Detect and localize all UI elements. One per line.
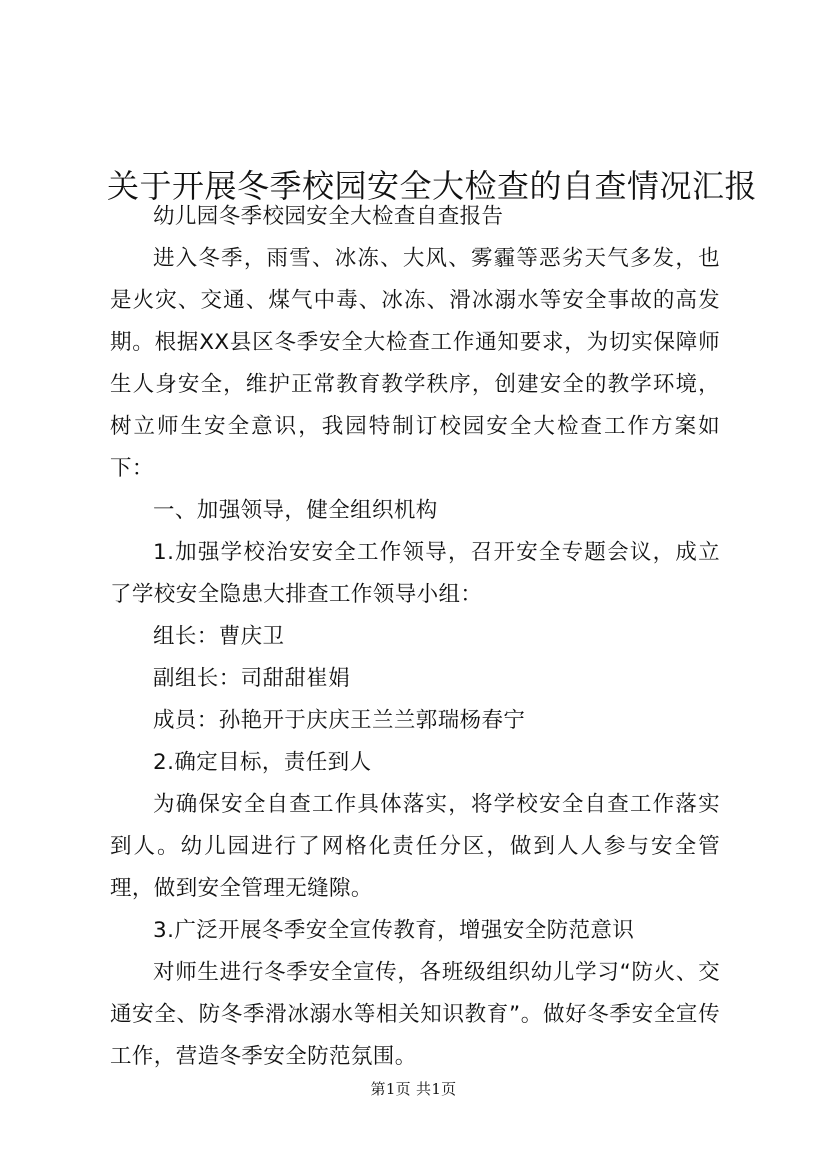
page-footer: 第1页 共1页 — [370, 1080, 457, 1098]
paragraph-1-2-heading: 2.确定目标，责任到人 — [153, 750, 372, 775]
document-body — [110, 196, 720, 1078]
paragraph-1-1: 1.加强学校治安安全工作领导，召开安全专题会议，成立了学校安全隐患大排查工作领导小组： — [110, 540, 720, 607]
paragraph-subtitle: 幼儿园冬季校园安全大检查自查报告 — [153, 204, 504, 229]
document-title: 关于开展冬季校园安全大检查的自查情况汇报 — [107, 167, 758, 206]
paragraph-1-3-heading: 3.广泛开展冬季安全宣传教育，增强安全防范意识 — [153, 918, 635, 943]
paragraph-members: 成员：孙艳开于庆庆王兰兰郭瑞杨春宁 — [153, 708, 526, 733]
paragraph-1-2-body: 为确保安全自查工作具体落实，将学校安全自查工作落实到人。幼儿园进行了网格化责任分区，做到人人参与安全管理，做到安全管理无缝隙。 — [110, 792, 720, 901]
paragraph-intro: 进入冬季，雨雪、冰冻、大风、雾霾等恶劣天气多发，也是火灾、交通、煤气中毒、冰冻、滑冰溺水等安全事故的高发期。根据XX县区冬季安全大检查工作通知要求，为切实保障师生人身安全，维护正常教育教学秩序，创建安全的教学环境，树立师生安全意识，我园特制订校园安全大检查工作方案如下： — [110, 246, 720, 481]
paragraph-group-leader: 组长：曹庆卫 — [153, 624, 285, 649]
paragraph-1-3-body: 对师生进行冬季安全宣传，各班级组织幼儿学习“防火、交通安全、防冬季滑冰溺水等相关知识教育”。做好冬季安全宣传工作，营造冬季安全防范氛围。 — [110, 960, 720, 1069]
paragraph-deputy-leader: 副组长：司甜甜崔娟 — [153, 666, 351, 691]
section-heading-1: 一、加强领导，健全组织机构 — [153, 498, 438, 523]
